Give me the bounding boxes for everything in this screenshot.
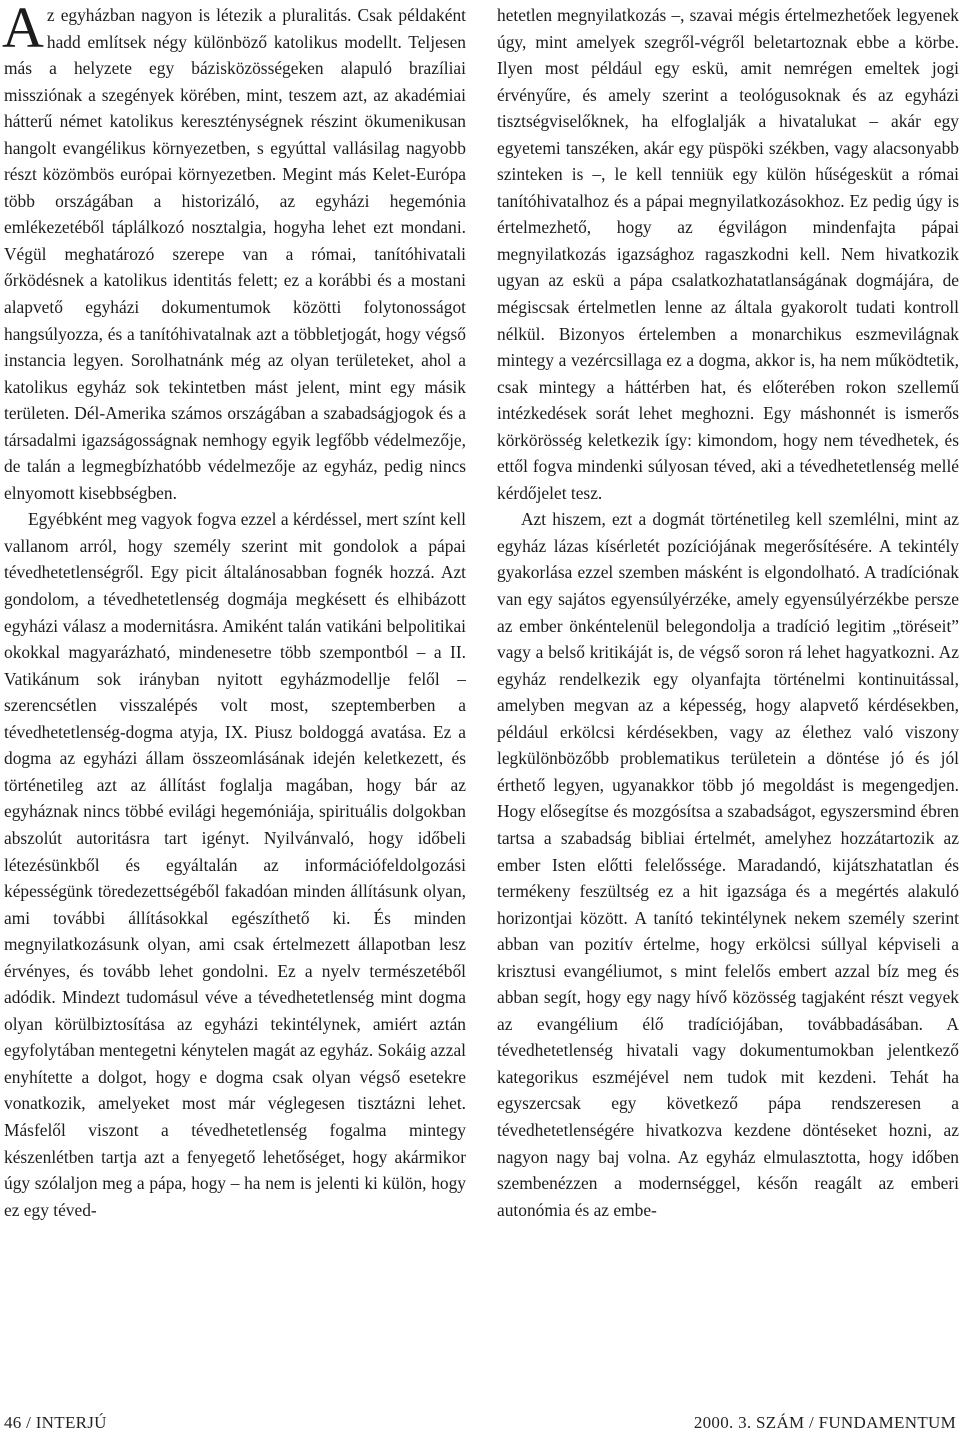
paragraph-1 (4, 2, 466, 506)
drop-cap: A (2, 0, 44, 60)
issue-label: 2000. 3. SZÁM / FUNDAMENTUM (693, 1413, 956, 1432)
paragraph-1-text: z egyházban nagyon is létezik a pluralitás. Csak példaként hadd említsek négy különböző katolikus modellt. Teljesen más a helyzete egy bázisközösségeken alapuló brazíliai missziónak a szegények körében, mint, teszem azt, az akadémiai hátterű német katolikus kereszténységnek részint ökumenikusan hangolt evangélikus környezetben, s egyúttal vallásilag nagyobb részt közömbös európai környezetben. Megint más Kelet-Európa több országában a historizáló, az egyházi hegemónia emlékezetéből táplálkozó nosztalgia, hogyha lehet ezt mondani. Végül meghatározó szerepe van a római, tanítóhivatali őrködésnek a katolikus identitás felett; ez a korábbi és a mostani alapvető egyházi dokumentumok közötti folytonosságot hangsúlyozza, és a tanítóhivatalnak azt a többletjogát, hogy végső instancia legyen. Sorolhatnánk még az olyan területeket, ahol a katolikus egyház sok tekintetben mást jelent, mint egy másik területen. Dél-Amerika számos országában a szabadságjogok és a társadalmi igazságosságnak nemhogy egyik legfőbb védelmezője, de talán a legmegbízhatóbb védelmezője az egyház, pedig nincs elnyomott kisebbségben. (4, 5, 466, 503)
page-number-section: 46 / INTERJÚ (4, 1413, 107, 1432)
left-column (4, 2, 466, 1223)
paragraph-3: hetetlen megnyilatkozás –, szavai mégis értelmezhetőek legyenek úgy, mint amelyek szegről-végről beletartoznak ebbe a körbe. Ilyen most például egy eskü, amit nemrégen emeltek jogi érvényűre, és amely szerint a teológusoknak és az egyházi tisztségviselőknek, ha elfoglalják a hivatalukat – akár egy egyetemi tanszéken, akár egy püspöki székben, vagy alacsonyabb szinteken is –, le kell tenniük egy külön hűségesküt a római tanítóhivatalhoz és a pápai megnyilatkozásokhoz. Ez pedig úgy is értelmezhető, hogy az égvilágon mindenfajta pápai megnyilatkozás igazsághoz ragaszkodni kell. Nem hivatkozik ugyan az eskü a pápa csalatkozhatatlanságának dogmájára, de mégiscsak értelmetlen lenne az általa gyakorolt tudati kontroll nélkül. Bizonyos értelemben a monarchikus eszmevilágnak mintegy a vezércsillaga ez a dogma, akkor is, ha nem működtetik, csak mintegy a háttérben hat, és előterében rokon szellemű intézkedések sorát lehet meghozni. Egy máshonnét is ismerős körkörösség keletkezik így: kimondom, hogy nem tévedhetek, és ettől fogva mindenki súlyosan téved, aki a tévedhetetlenség mellé kérdőjelet tesz. (497, 5, 959, 503)
paragraph-2: Egyébként meg vagyok fogva ezzel a kérdéssel, mert színt kell vallanom arról, hogy személy szerint mit gondolok a pápai tévedhetetlenségről. Egy picit általánosabban fognék hozzá. Azt gondolom, a tévedhetetlenség dogmája megkésett és elhibázott egyházi válasz a modernitásra. Amiként talán vatikáni belpolitikai okokkal magyarázható, mindenesetre több szempontból – a II. Vatikánum sok irányban nyitott egyházmodellje felől – szerencsétlen visszalépés volt most, szeptemberben a tévedhetetlenség-dogma atyja, IX. Piusz boldoggá avatása. Ez a dogma az egyházi állam összeomlásának idején keletkezett, és történetileg azt az állítást foglalja magában, hogy bár az egyháznak nincs többé evilági hegemóniája, spirituális dolgokban abszolút autoritásra tart igényt. Nyilvánvaló, hogy időbeli létezésünkből és egyáltalán az információfeldolgozási képességünk töredezettségéből fakadóan minden állításunk olyan, ami további állításokkal egészíthető ki. És minden megnyilatkozásunk olyan, ami csak értelmezett állapotban lesz érvényes, és tovább lehet gondolni. Ez a nyelv természetéből adódik. Mindezt tudomásul véve a tévedhetetlenség mint dogma olyan körülbiztosítása az egyházi tekintélynek, amiért aztán egyfolytában mentegetni kénytelen magát az egyház. Sokáig azzal enyhítette a dolgot, hogy e dogma csak olyan végső esetekre vonatkozik, amelyeket most már véglegesen tisztázni lehet. Másfelől viszont a tévedhetetlenség fogalma mintegy készenlétben tartja azt a fenyegető lehetőséget, hogy akármikor úgy szólaljon meg a pápa, hogy – ha nem is jelenti ki külön, hogy ez egy téved- (4, 509, 466, 1220)
right-column (497, 2, 959, 1223)
paragraph-4: Azt hiszem, ezt a dogmát történetileg kell szemlélni, mint az egyház lázas kísérletét pozíciójának megerősítésére. A tekintély gyakorlása ezzel szemben másként is elgondolható. A tradíciónak van egy sajátos egyensúlyérzéke, amely egyensúlyérzékbe persze az ember önkéntelenül belegondolja a tradíció legitim „töréseit” vagy a belső kritikáját is, de végső soron rá lehet hagyatkozni. Az egyház rendelkezik egy olyanfajta történelmi kontinuitással, amelyben megvan az a képesség, hogy alapvető kérdésekben, például erkölcsi kérdésekben, vagy az élethez való viszony legkülönbözőbb problematikus területein a döntése jó és jól érthető legyen, ugyanakkor több jó megoldást is megengedjen. Hogy elősegítse és mozgósítsa a szabadságot, egyszersmind ébren tartsa a szabadság bibliai értelmét, amelyhez hozzátartozik az ember Isten előtti felelőssége. Maradandó, kijátszhatatlan és termékeny feszültség ez a hit igazsága és a megértés alakuló horizontjai között. A tanító tekintélynek nekem személy szerint abban van pozitív értelme, hogy erkölcsi súllyal képviseli a krisztusi evangéliumot, s mint felelős embert azzal bíz meg és abban segít, hogy egy nagy hívő közösség tagjaként részt vegyek az evangélium élő tradíciójában, továbbadásában. A tévedhetetlenség hivatali vagy dokumentumokban jelentkező kategorikus eszméjével nem tudok mit kezdeni. Tehát ha egyszercsak egy következő pápa rendszeresen a tévedhetetlenségére hivatkozva kezdene döntéseket hozni, az nagyon nagy baj volna. Az egyház elmulasztotta, hogy időben szembenézzen a modernséggel, későn reagált az emberi autonómia és az embe- (497, 509, 959, 1220)
